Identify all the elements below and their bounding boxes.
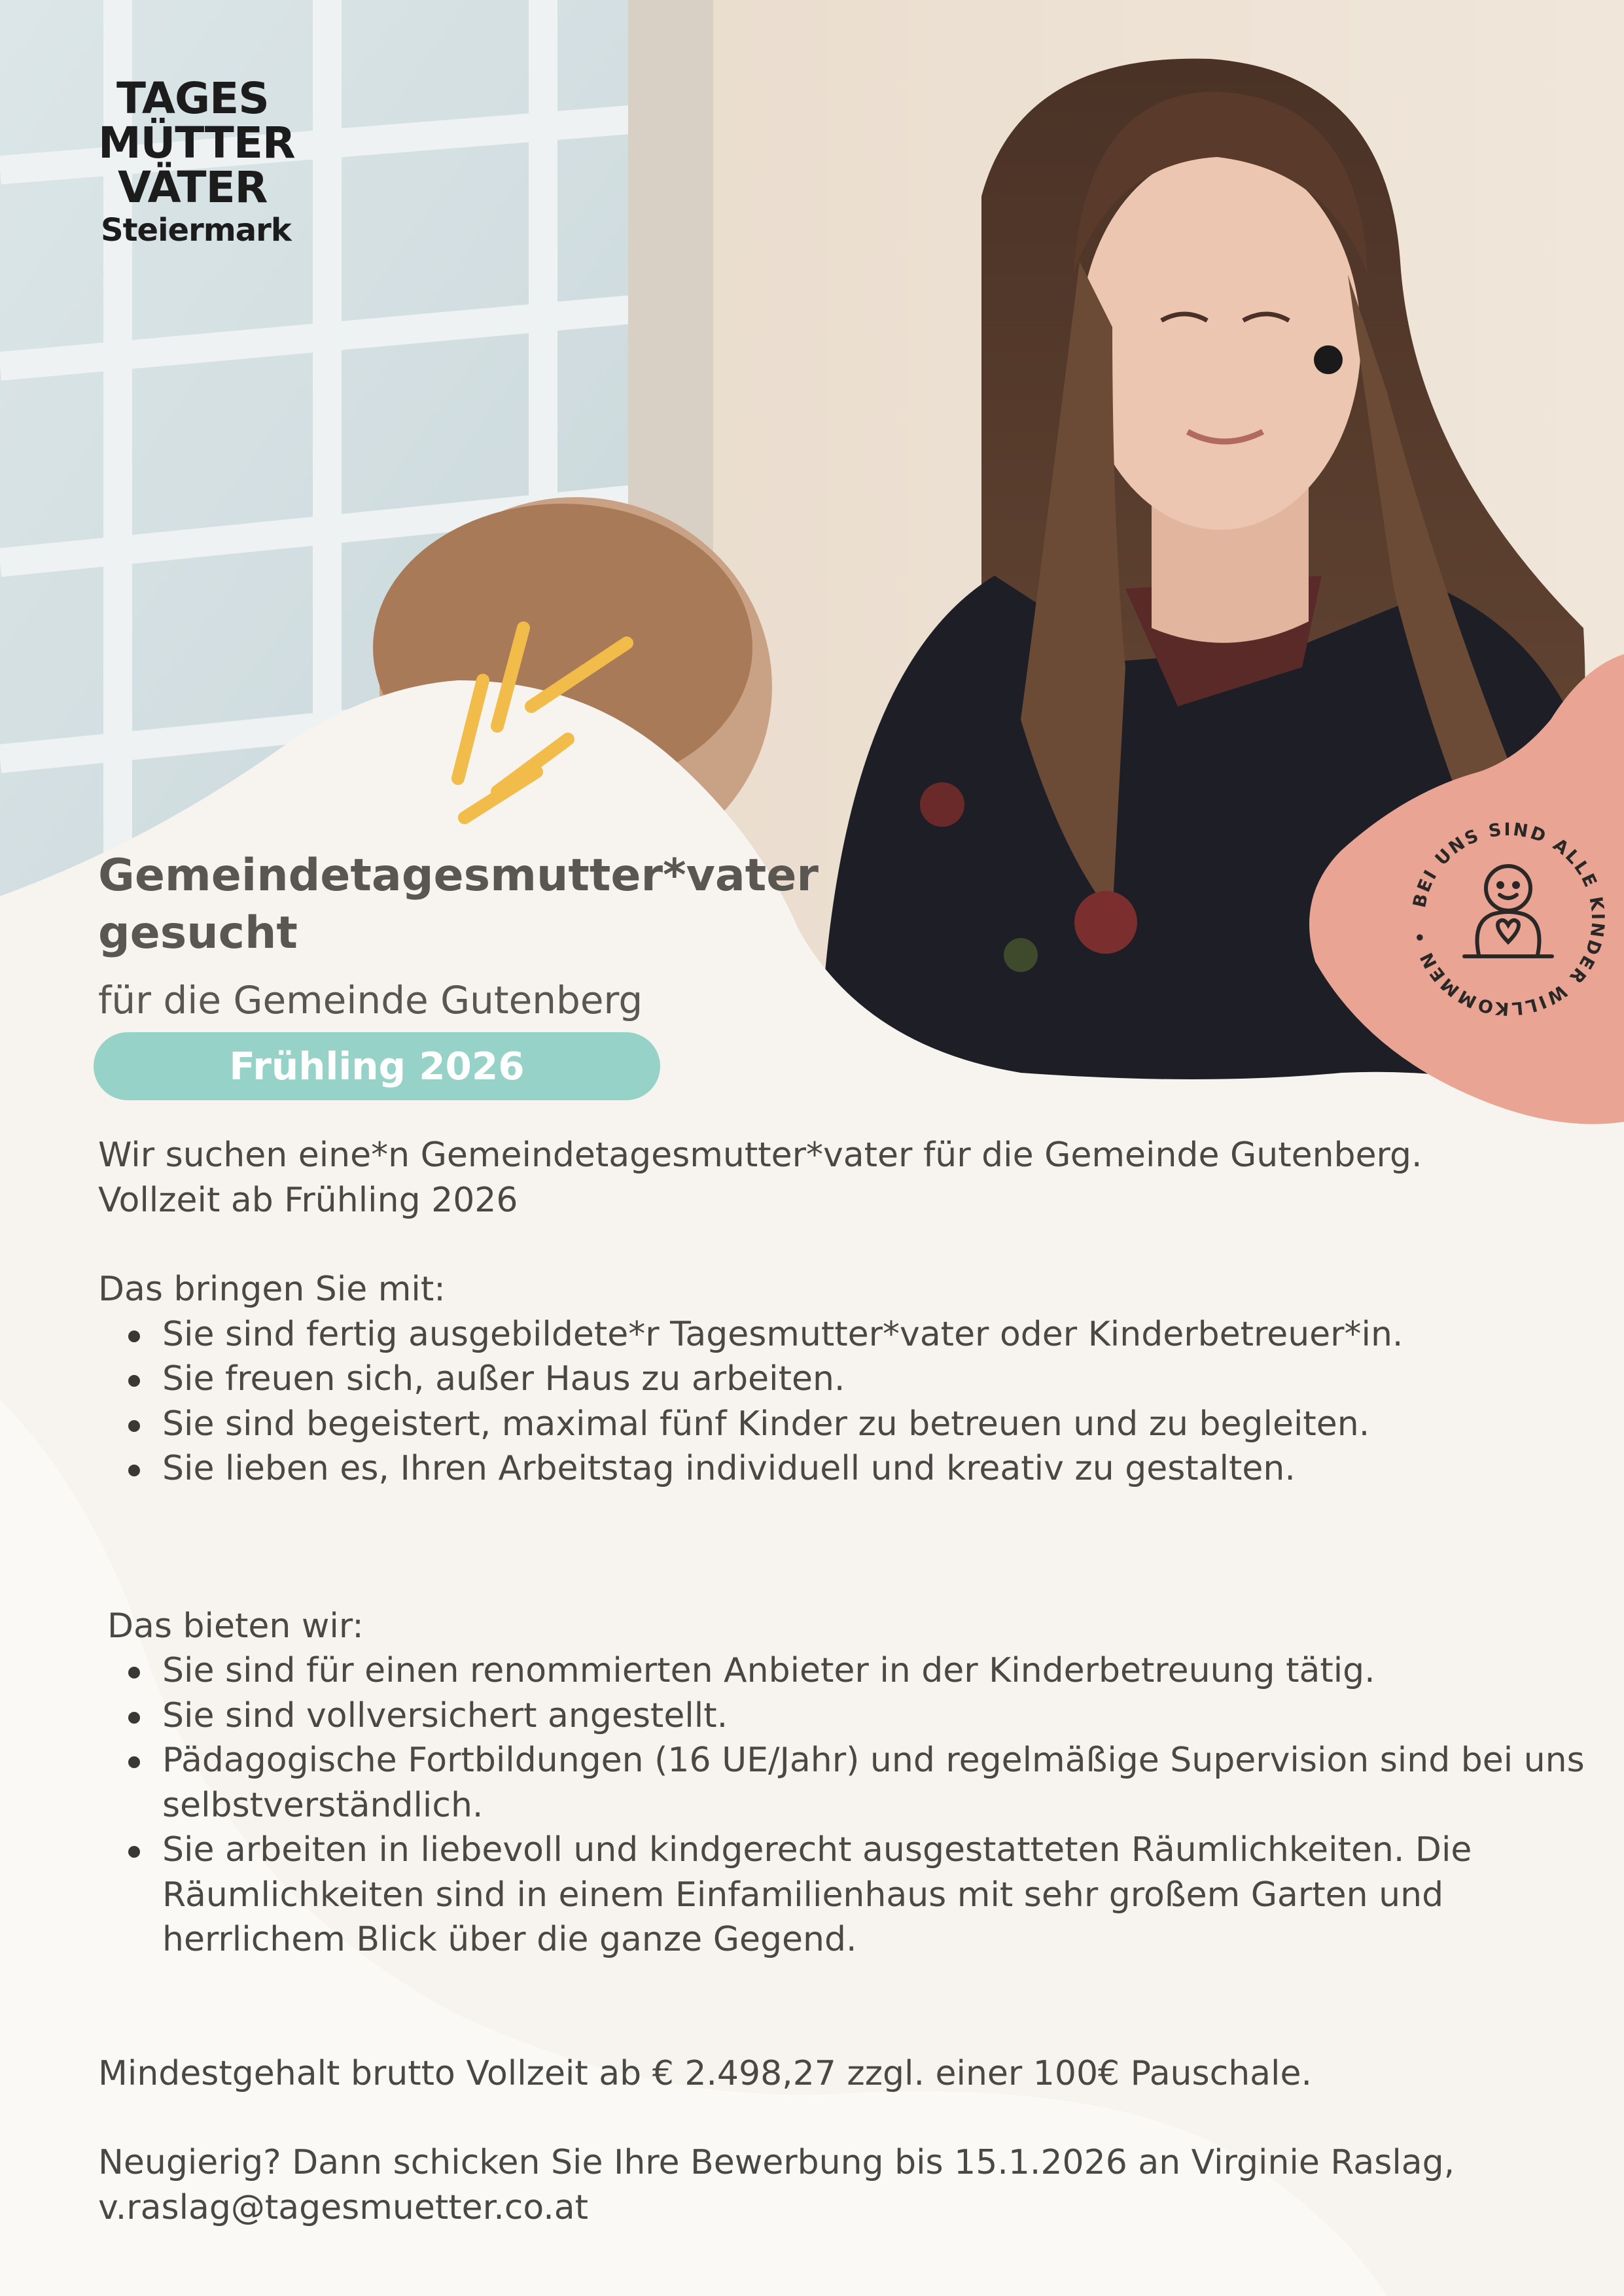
list-item: Sie sind begeistert, maximal fünf Kinder zu betreuen und zu begleiten.	[162, 1402, 1603, 1447]
job-description	[98, 1133, 1603, 2230]
offer-heading: Das bieten wir:	[107, 1606, 364, 1646]
offer-list	[98, 1648, 1603, 1962]
child-heart-icon	[1464, 866, 1552, 956]
logo-line-tages: TAGES	[116, 73, 269, 124]
logo-line-steiermark: Steiermark	[101, 212, 291, 249]
list-item: Sie lieben es, Ihren Arbeitstag individuell und kreativ zu gestalten.	[162, 1446, 1603, 1491]
contact-email[interactable]: v.raslag@tagesmuetter.co.at	[98, 2187, 589, 2227]
list-item: Sie sind für einen renommierten Anbieter in der Kinderbetreuung tätig.	[162, 1648, 1603, 1694]
requirements-heading: Das bringen Sie mit:	[98, 1270, 446, 1309]
logo-tagesmuetter-steiermark	[98, 73, 295, 249]
contact-text: Neugierig? Dann schicken Sie Ihre Bewerbung bis 15.1.2026 an Virginie Raslag,	[98, 2143, 1455, 2182]
list-item: Pädagogische Fortbildungen (16 UE/Jahr) und regelmäßige Supervision sind bei uns selbstverständlich.	[162, 1738, 1603, 1828]
list-item: Sie sind fertig ausgebildete*r Tagesmutter*vater oder Kinderbetreuer*in.	[162, 1312, 1603, 1357]
requirements-list	[98, 1312, 1603, 1491]
list-item: Sie arbeiten in liebevoll und kindgerecht ausgestatteten Räumlichkeiten. Die Räumlichkeiten sind in einem Einfamilienhaus mit sehr großem Garten und herrlichem Blick über die ganze Gegend.	[162, 1828, 1603, 1962]
salary-text: Mindestgehalt brutto Vollzeit ab € 2.498,27 zzgl. einer 100€ Pauschale.	[98, 2053, 1312, 2093]
logo-line-vaeter: VÄTER	[118, 162, 268, 213]
page-title: Gemeindetagesmutter*vater gesucht	[98, 850, 819, 959]
intro-line-2: Vollzeit ab Frühling 2026	[98, 1180, 518, 1220]
page-subtitle: für die Gemeinde Gutenberg	[98, 978, 643, 1022]
intro-line-1: Wir suchen eine*n Gemeindetagesmutter*vater für die Gemeinde Gutenberg.	[98, 1136, 1422, 1175]
welcome-stamp	[1400, 811, 1616, 1027]
stamp-text: BEI UNS SIND ALLE KINDER WILLKOMMEN •	[1409, 819, 1608, 1019]
list-item: Sie freuen sich, außer Haus zu arbeiten.	[162, 1357, 1603, 1402]
list-item: Sie sind vollversichert angestellt.	[162, 1694, 1603, 1739]
season-badge: Frühling 2026	[94, 1032, 660, 1100]
logo-line-muetter: MÜTTER	[98, 118, 295, 168]
